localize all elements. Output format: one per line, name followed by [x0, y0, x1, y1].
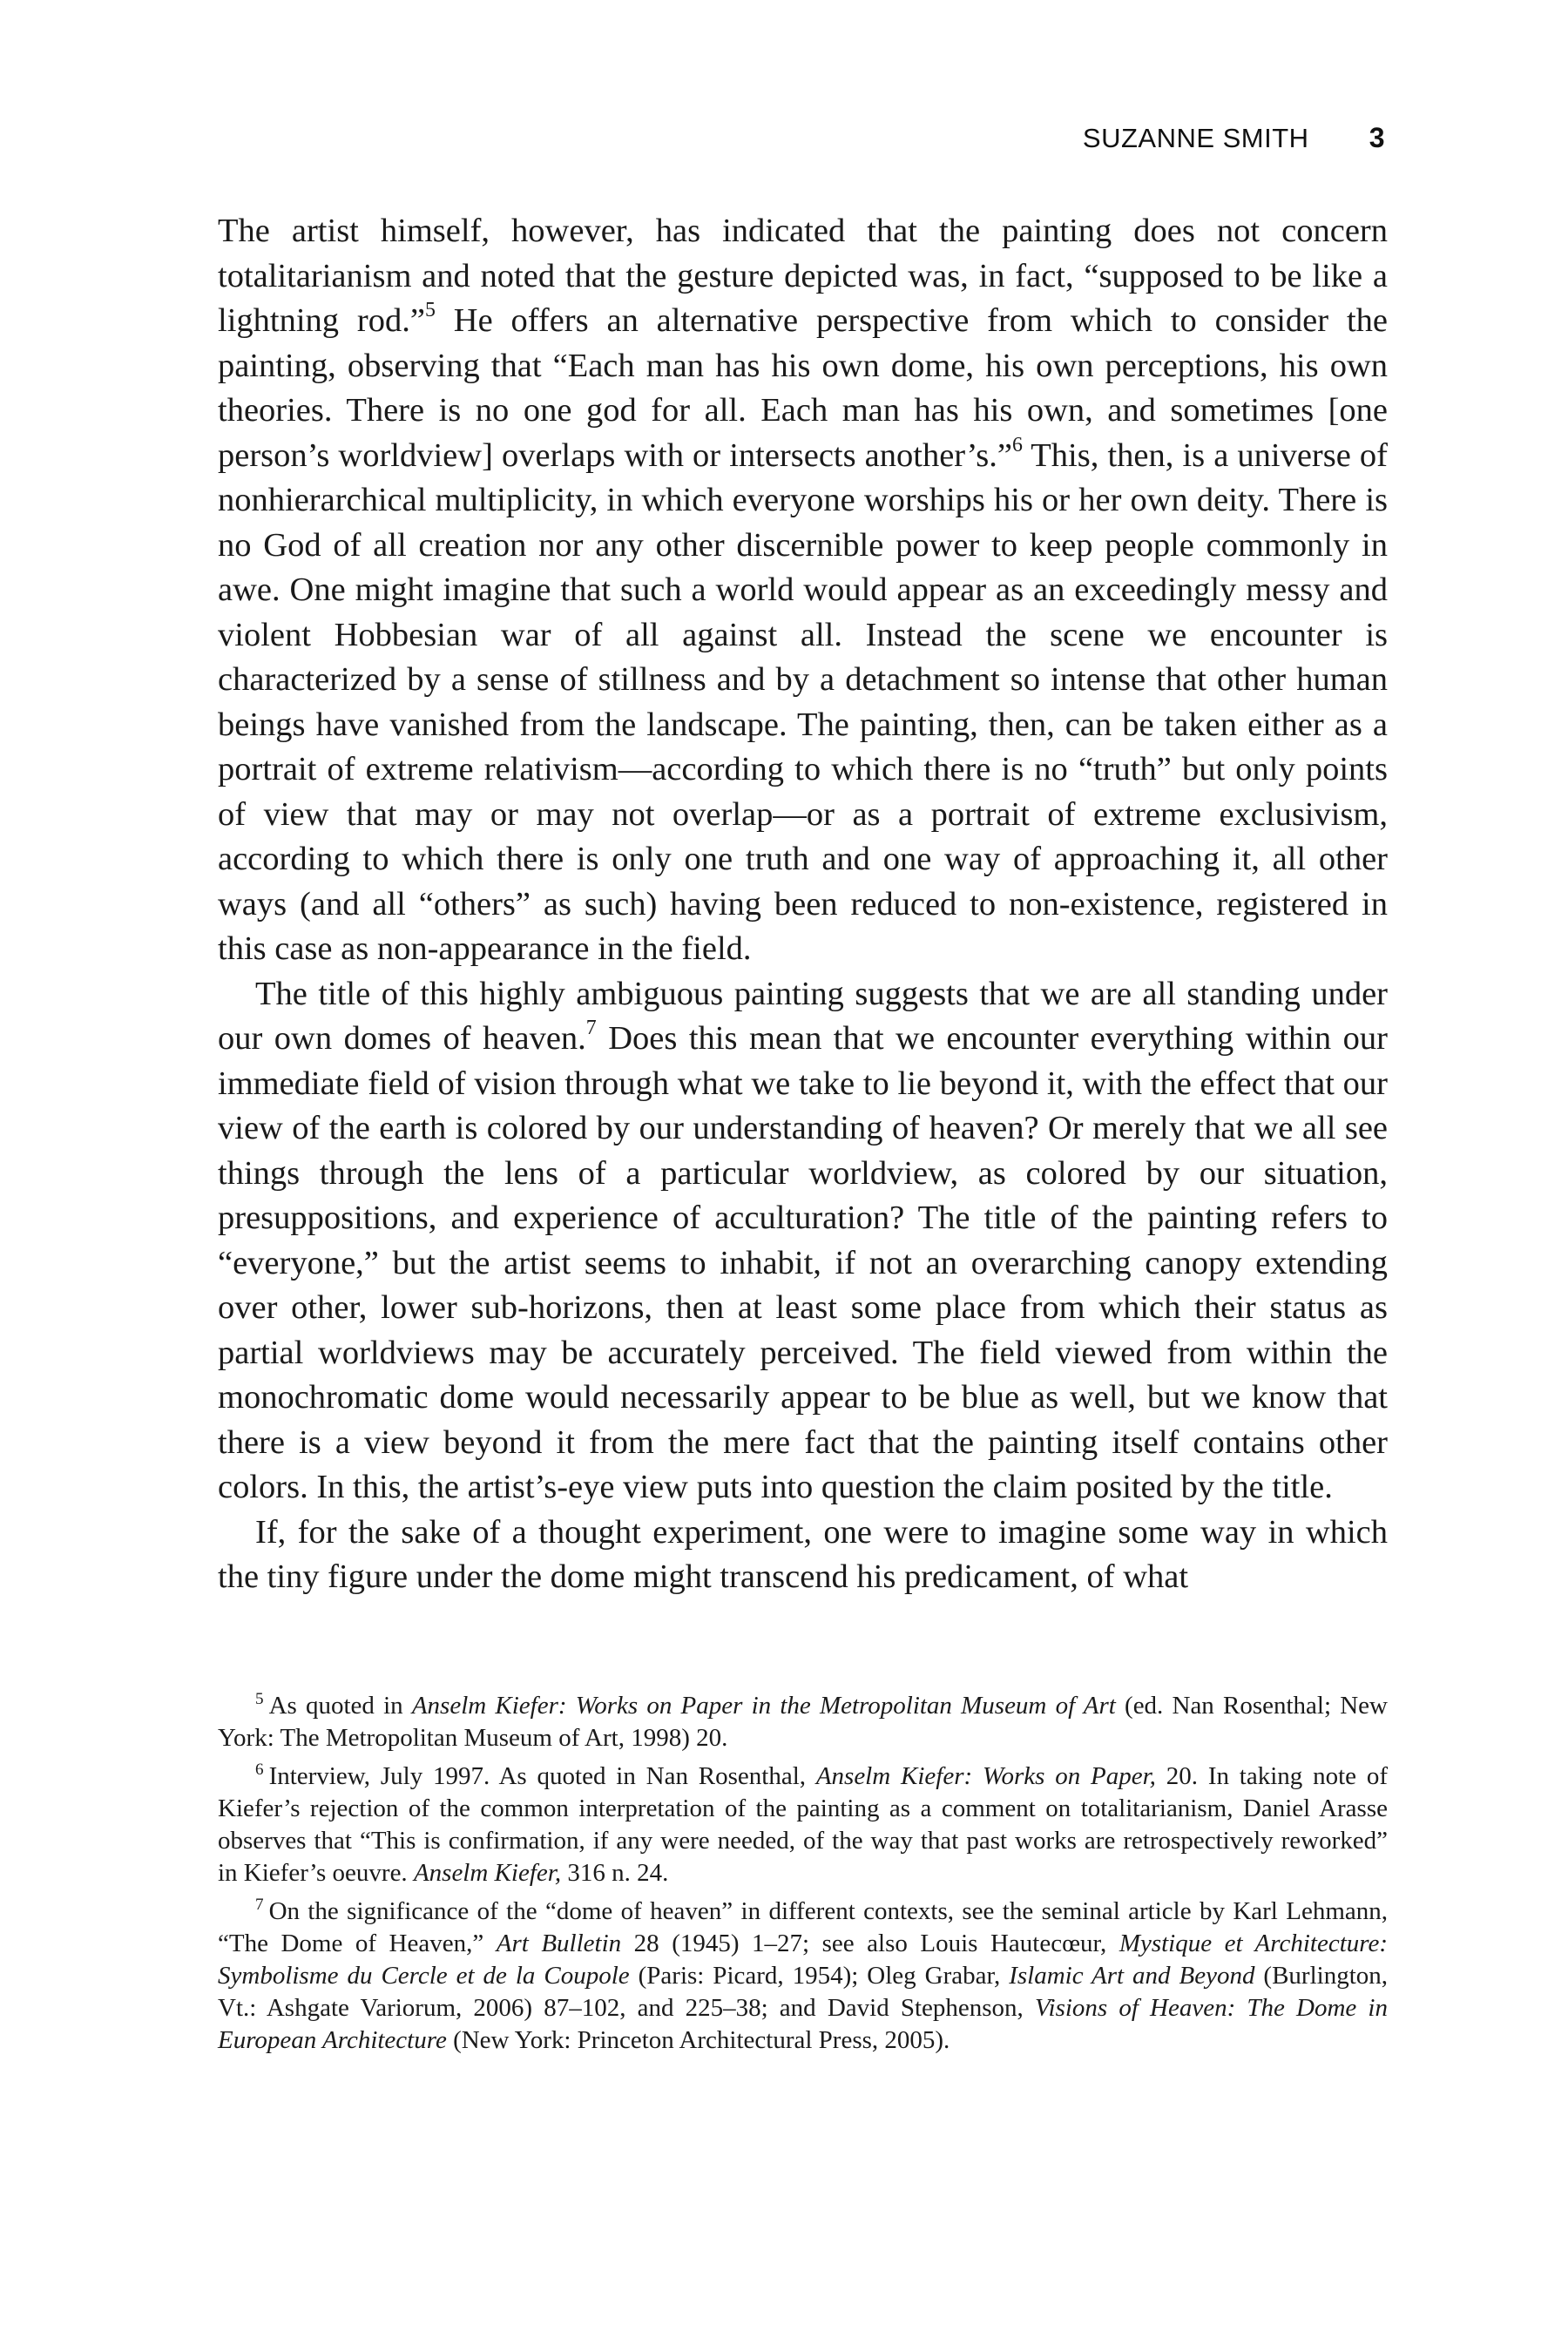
footnote-reference[interactable]: 6	[1011, 433, 1023, 456]
text-run: (New York: Princeton Architectural Press, 2005).	[446, 2026, 950, 2054]
page-number: 3	[1369, 122, 1385, 153]
italic-title: Anselm Kiefer,	[413, 1859, 562, 1887]
text-run: 316 n. 24.	[561, 1859, 669, 1887]
footnote-number: 6	[255, 1760, 264, 1779]
paragraph	[218, 209, 1388, 972]
italic-title: Mystique et Architecture: Symbolisme du Cercle et de la Coupole	[218, 1930, 1389, 1990]
text-run: (Paris: Picard, 1954); Oleg Grabar,	[629, 1962, 1010, 1990]
body-text	[218, 209, 1388, 1600]
text-run: Interview, July 1997. As quoted in Nan Rosenthal,	[268, 1762, 816, 1790]
text-run: The artist himself, however, has indicated that the painting does not concern totalitarianism and noted that the gesture depicted was, in fact, “supposed to be like a lightning rod.”	[218, 213, 1388, 339]
italic-title: Anselm Kiefer: Works on Paper,	[815, 1762, 1156, 1790]
text-run: (Burlington, Vt.: Ashgate Variorum, 2006) 87–102, and 225–38; and David Stephenson,	[218, 1962, 1388, 2022]
text-run: Does this mean that we encounter everything within our immediate field of vision through what we take to lie beyond it, with the effect that our view of the earth is colored by our understanding of heaven? Or merely that we all see things through the lens of a particular worldview, as colored by our situation, presuppositions, and experience of acculturation? The title of the painting refers to “everyone,” but the artist seems to inhabit, if not an overarching canopy extending over other, lower sub-horizons, then at least some place from which their status as partial worldviews may be accurately perceived. The field viewed from within the monochromatic dome would necessarily appear to be blue as well, but we know that there is a view beyond it from the mere fact that the painting itself contains other colors. In this, the artist’s-eye view puts into question the claim posited by the title.	[218, 1020, 1388, 1505]
footnotes	[218, 1690, 1388, 2063]
text-run: 20. In taking note of Kiefer’s rejection of the common interpretation of the painting as a comment on totalitarianism, Daniel Arasse observes that “This is confirmation, if any were needed, of the way that past works are retrospectively reworked” in Kiefer’s oeuvre.	[218, 1762, 1388, 1887]
paragraph	[218, 972, 1388, 1511]
footnote	[218, 1761, 1388, 1889]
footnote-number: 5	[255, 1689, 264, 1708]
italic-title: Art Bulletin	[496, 1930, 622, 1957]
text-run: This, then, is a universe of nonhierarchical multiplicity, in which everyone worships his or her own deity. There is no God of all creation nor any other discernible power to keep people commonly in awe. One might imagine that such a world would appear as an exceedingly messy and violent Hobbesian war of all against all. Instead the scene we encounter is characterized by a sense of stillness and by a detachment so intense that other human beings have vanished from the landscape. The painting, then, can be taken either as a portrait of extreme relativism—according to which there is no “truth” but only points of view that may or may not overlap—or as a portrait of extreme exclusivism, according to which there is only one truth and one way of approaching it, all other ways (and all “others” as such) having been reduced to non-existence, registered in this case as non-appearance in the field.	[218, 436, 1388, 967]
text-run: As quoted in	[268, 1692, 412, 1720]
footnote-number: 7	[255, 1895, 264, 1914]
footnote-reference[interactable]: 7	[585, 1016, 597, 1039]
running-head-author: SUZANNE SMITH	[1082, 123, 1309, 153]
text-run: (ed. Nan Rosenthal; New York: The Metropolitan Museum of Art, 1998) 20.	[218, 1692, 1388, 1752]
paragraph	[218, 1511, 1388, 1600]
italic-title: Islamic Art and Beyond	[1009, 1962, 1255, 1990]
text-run: 28 (1945) 1–27; see also Louis Hautecœur,	[621, 1930, 1119, 1957]
footnote	[218, 1896, 1388, 2057]
text-run: If, for the sake of a thought experiment, one were to imagine some way in which the tiny figure under the dome might transcend his predicament, of what	[218, 1513, 1388, 1595]
footnote-reference[interactable]: 5	[424, 298, 436, 321]
italic-title: Anselm Kiefer: Works on Paper in the Metropolitan Museum of Art	[411, 1692, 1116, 1720]
text-run: He offers an alternative perspective from which to consider the painting, observing that “Each man has his own dome, his own perceptions, his own theories. There is no one god for all. Each man has his own, and sometimes [one person’s worldview] overlaps with or intersects another’s.”	[218, 302, 1388, 474]
text-run: The title of this highly ambiguous painting suggests that we are all standing under our own domes of heaven.	[218, 975, 1388, 1057]
text-run: On the significance of the “dome of heaven” in different contexts, see the seminal article by Karl Lehmann, “The Dome of Heaven,”	[218, 1897, 1388, 1957]
footnote	[218, 1690, 1388, 1754]
italic-title: Visions of Heaven: The Dome in European Architecture	[218, 1994, 1388, 2054]
running-head	[1083, 122, 1385, 154]
